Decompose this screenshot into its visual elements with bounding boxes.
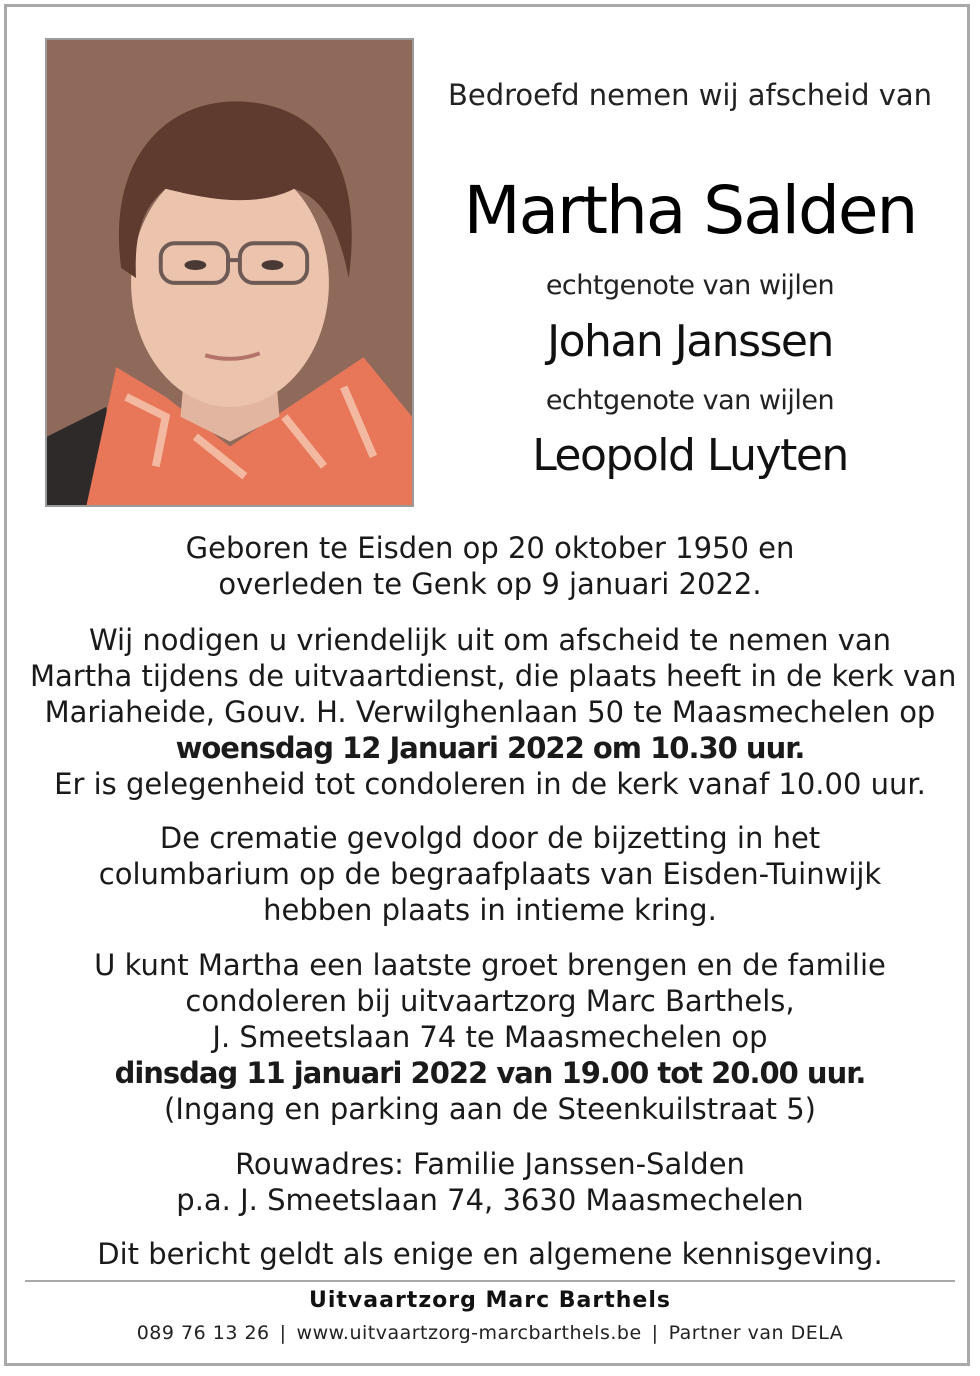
service-condolence: Er is gelegenheid tot condoleren in de kerk vanaf 10.00 uur. bbox=[54, 767, 926, 801]
footer-website-link[interactable]: www.uitvaartzorg-marcbarthels.be bbox=[296, 1322, 642, 1344]
portrait-photo bbox=[45, 38, 414, 507]
spouse-name-1: Johan Janssen bbox=[547, 316, 833, 367]
deceased-name: Martha Salden bbox=[463, 172, 917, 249]
spouse-label-2: echtgenote van wijlen bbox=[545, 385, 835, 416]
footer-contact bbox=[0, 1322, 980, 1344]
death-line: overleden te Genk op 9 januari 2022. bbox=[218, 567, 762, 601]
footer-separator: | bbox=[279, 1322, 287, 1344]
notice-block bbox=[30, 1236, 950, 1272]
cremation-line: hebben plaats in intieme kring. bbox=[263, 893, 717, 927]
service-block bbox=[30, 622, 957, 802]
portrait-illustration bbox=[47, 40, 412, 505]
footer-phone: 089 76 13 26 bbox=[136, 1322, 270, 1344]
service-line: Martha tijdens de uitvaartdienst, die plaats heeft in de kerk van bbox=[30, 659, 957, 693]
visitation-line: U kunt Martha een laatste groet brengen en de familie bbox=[94, 948, 886, 982]
visitation-datetime: dinsdag 11 januari 2022 van 19.00 tot 20.00 uur. bbox=[114, 1056, 866, 1090]
address-block bbox=[30, 1146, 950, 1218]
notice-text: Dit bericht geldt als enige en algemene kennisgeving. bbox=[97, 1237, 883, 1271]
address-line: Rouwadres: Familie Janssen-Salden bbox=[235, 1147, 745, 1181]
visitation-note: (Ingang en parking aan de Steenkuilstraat 5) bbox=[164, 1092, 816, 1126]
spouse-name-2: Leopold Luyten bbox=[532, 430, 848, 481]
intro-text: Bedroefd nemen wij afscheid van bbox=[447, 78, 933, 112]
cremation-line: De crematie gevolgd door de bijzetting in het bbox=[159, 821, 821, 855]
service-line: Mariaheide, Gouv. H. Verwilghenlaan 50 te Maasmechelen op bbox=[44, 695, 936, 729]
service-line: Wij nodigen u vriendelijk uit om afscheid te nemen van bbox=[88, 623, 892, 657]
footer-partner: Partner van DELA bbox=[668, 1322, 844, 1344]
spouse-label-1: echtgenote van wijlen bbox=[545, 270, 835, 301]
visitation-block bbox=[30, 947, 950, 1127]
birth-death-block bbox=[30, 530, 950, 602]
cremation-line: columbarium op de begraafplaats van Eisden-Tuinwijk bbox=[98, 857, 882, 891]
service-datetime: woensdag 12 Januari 2022 om 10.30 uur. bbox=[175, 731, 805, 765]
birth-line: Geboren te Eisden op 20 oktober 1950 en bbox=[185, 531, 795, 565]
visitation-line: condoleren bij uitvaartzorg Marc Barthels, bbox=[185, 984, 795, 1018]
footer-separator: | bbox=[651, 1322, 659, 1344]
footer-divider bbox=[25, 1280, 955, 1282]
cremation-block bbox=[30, 820, 950, 928]
visitation-line: J. Smeetslaan 74 te Maasmechelen op bbox=[212, 1020, 768, 1054]
footer-company: Uitvaartzorg Marc Barthels bbox=[309, 1288, 671, 1313]
address-line: p.a. J. Smeetslaan 74, 3630 Maasmechelen bbox=[176, 1183, 804, 1217]
